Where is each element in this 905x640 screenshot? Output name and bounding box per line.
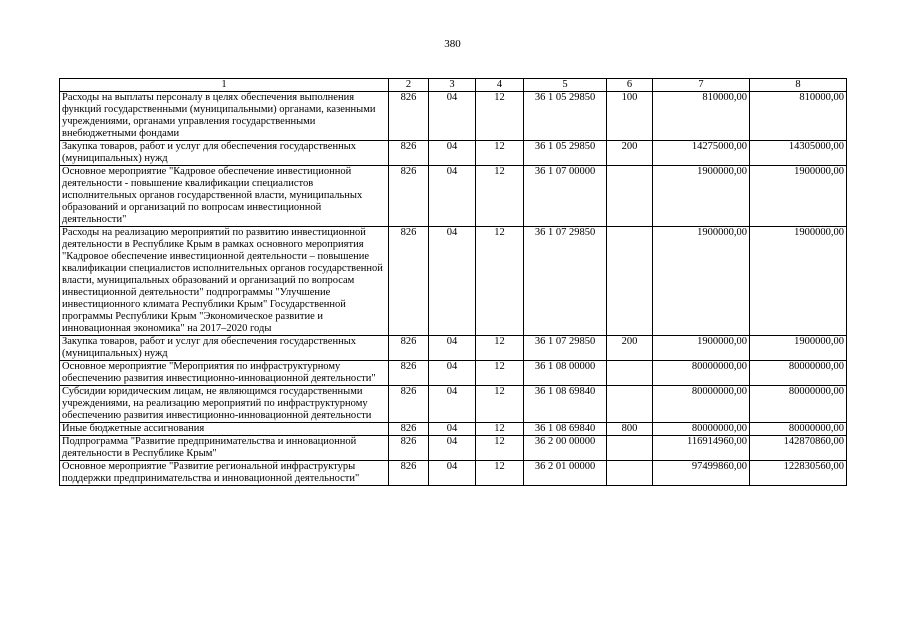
subsection-code: 12 [476,166,524,227]
row-name: Основное мероприятие "Мероприятия по инфраструктурному обеспечению развития инвестиционно-инновационной деятельности" [60,361,389,386]
section-code: 04 [429,166,476,227]
target-article: 36 1 05 29850 [524,141,607,166]
row-name: Закупка товаров, работ и услуг для обеспечения государственных (муниципальных) нужд [60,141,389,166]
expense-type [607,461,653,486]
section-code: 04 [429,141,476,166]
table-row [60,336,847,361]
amount-col7: 80000000,00 [653,361,750,386]
column-header: 7 [653,79,750,92]
section-code: 04 [429,461,476,486]
admin-code: 826 [389,461,429,486]
table-row [60,227,847,336]
table-row [60,92,847,141]
amount-col8: 810000,00 [750,92,847,141]
section-code: 04 [429,436,476,461]
target-article: 36 1 05 29850 [524,92,607,141]
row-name: Основное мероприятие "Кадровое обеспечение инвестиционной деятельности - повышение квалификации специалистов исполнительных органов государственной власти, муниципальных образований и организаций по вопросам инвестиционной деятельности" [60,166,389,227]
amount-col7: 1900000,00 [653,336,750,361]
column-header: 1 [60,79,389,92]
table-row [60,141,847,166]
section-code: 04 [429,92,476,141]
table-row [60,461,847,486]
table-row [60,436,847,461]
section-code: 04 [429,386,476,423]
row-name: Подпрограмма "Развитие предпринимательства и инновационной деятельности в Республике Крым" [60,436,389,461]
amount-col7: 80000000,00 [653,386,750,423]
amount-col8: 122830560,00 [750,461,847,486]
amount-col7: 80000000,00 [653,423,750,436]
admin-code: 826 [389,336,429,361]
admin-code: 826 [389,386,429,423]
section-code: 04 [429,361,476,386]
amount-col7: 1900000,00 [653,227,750,336]
target-article: 36 1 08 00000 [524,361,607,386]
target-article: 36 1 08 69840 [524,423,607,436]
subsection-code: 12 [476,227,524,336]
amount-col8: 14305000,00 [750,141,847,166]
column-header: 3 [429,79,476,92]
row-name: Субсидии юридическим лицам, не являющимся государственными учреждениями, на реализацию мероприятий по инфраструктурному обеспечению развития инвестиционно-инновационной деятельности [60,386,389,423]
section-code: 04 [429,227,476,336]
amount-col8: 1900000,00 [750,166,847,227]
amount-col8: 1900000,00 [750,227,847,336]
section-code: 04 [429,336,476,361]
table-row [60,386,847,423]
column-header: 6 [607,79,653,92]
row-name: Расходы на реализацию мероприятий по развитию инвестиционной деятельности в Республике Крым в рамках основного мероприятия "Кадровое обеспечение инвестиционной деятельности – повышение квалификации специалистов исполнительных органов государственной власти, муниципальных образований и организаций по вопросам инвестиционной деятельности" подпрограммы "Улучшение инвестиционного климата Республики Крым" Государственной программы Республики Крым "Экономическое развитие и инновационная экономика" на 2017–2020 годы [60,227,389,336]
expense-type: 100 [607,92,653,141]
subsection-code: 12 [476,141,524,166]
expense-type [607,166,653,227]
expense-type [607,227,653,336]
page-number: 380 [444,38,461,50]
admin-code: 826 [389,141,429,166]
subsection-code: 12 [476,386,524,423]
target-article: 36 1 07 00000 [524,166,607,227]
admin-code: 826 [389,361,429,386]
column-header: 4 [476,79,524,92]
target-article: 36 2 00 00000 [524,436,607,461]
admin-code: 826 [389,436,429,461]
amount-col7: 116914960,00 [653,436,750,461]
expense-type [607,436,653,461]
table-row [60,166,847,227]
amount-col7: 14275000,00 [653,141,750,166]
expense-type [607,361,653,386]
column-header: 2 [389,79,429,92]
amount-col8: 142870860,00 [750,436,847,461]
amount-col7: 97499860,00 [653,461,750,486]
target-article: 36 1 08 69840 [524,386,607,423]
admin-code: 826 [389,166,429,227]
amount-col7: 810000,00 [653,92,750,141]
budget-table [59,78,847,486]
header-row [60,79,847,92]
target-article: 36 2 01 00000 [524,461,607,486]
subsection-code: 12 [476,461,524,486]
subsection-code: 12 [476,361,524,386]
expense-type [607,386,653,423]
subsection-code: 12 [476,92,524,141]
amount-col8: 80000000,00 [750,386,847,423]
amount-col7: 1900000,00 [653,166,750,227]
admin-code: 826 [389,227,429,336]
column-header: 8 [750,79,847,92]
row-name: Иные бюджетные ассигнования [60,423,389,436]
amount-col8: 80000000,00 [750,423,847,436]
target-article: 36 1 07 29850 [524,227,607,336]
admin-code: 826 [389,92,429,141]
subsection-code: 12 [476,336,524,361]
row-name: Основное мероприятие "Развитие региональной инфраструктуры поддержки предпринимательства и инновационной деятельности" [60,461,389,486]
table-row [60,423,847,436]
subsection-code: 12 [476,423,524,436]
section-code: 04 [429,423,476,436]
subsection-code: 12 [476,436,524,461]
expense-type: 800 [607,423,653,436]
row-name: Закупка товаров, работ и услуг для обеспечения государственных (муниципальных) нужд [60,336,389,361]
table-row [60,361,847,386]
row-name: Расходы на выплаты персоналу в целях обеспечения выполнения функций государственными (муниципальными) органами, казенными учреждениями, органами управления государственными внебюджетными фондами [60,92,389,141]
target-article: 36 1 07 29850 [524,336,607,361]
amount-col8: 1900000,00 [750,336,847,361]
expense-type: 200 [607,141,653,166]
admin-code: 826 [389,423,429,436]
amount-col8: 80000000,00 [750,361,847,386]
column-header: 5 [524,79,607,92]
expense-type: 200 [607,336,653,361]
